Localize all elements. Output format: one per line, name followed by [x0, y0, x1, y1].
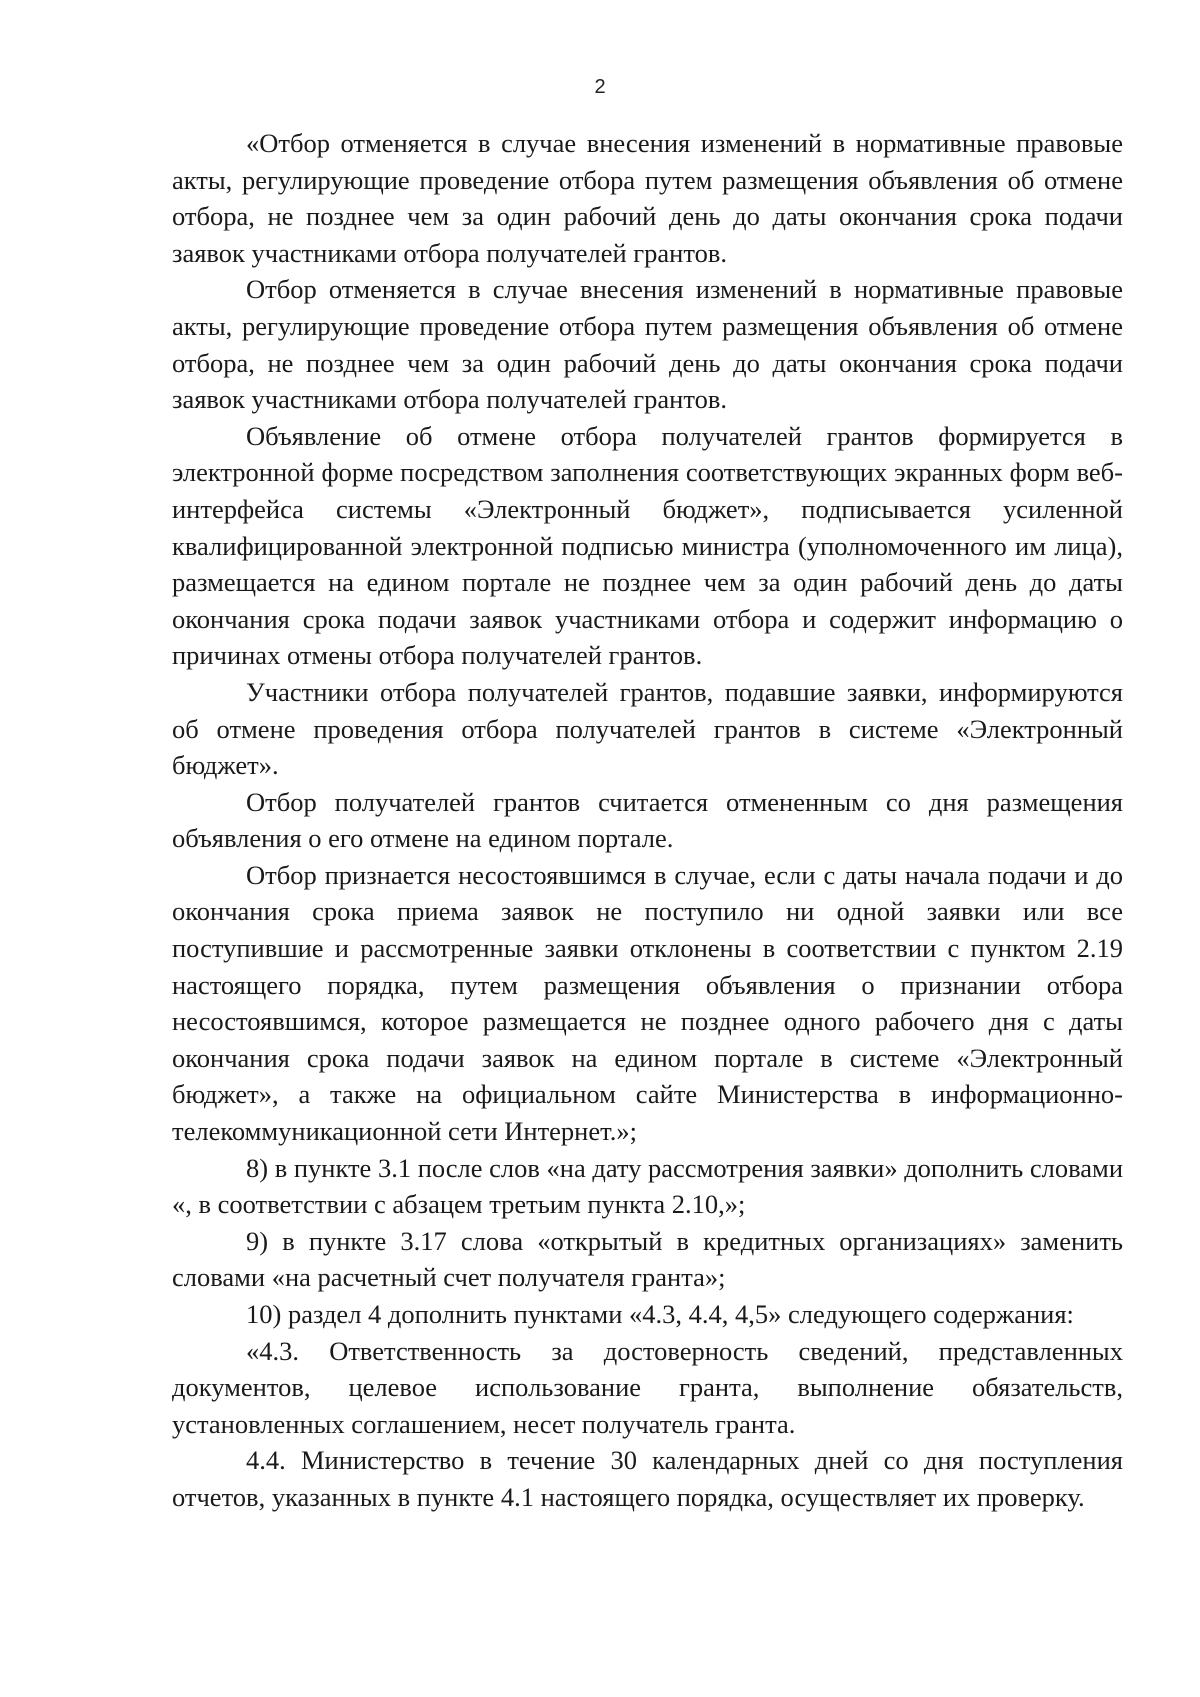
- paragraph: 9) в пункте 3.17 слова «открытый в кредитных организациях» заменить словами «на расчетный счет получателя гранта»;: [172, 1225, 1123, 1293]
- paragraph: Отбор получателей грантов считается отмененным со дня размещения объявления о его отмене на едином портале.: [172, 786, 1123, 854]
- paragraph: Отбор отменяется в случае внесения изменений в нормативные правовые акты, регулирующие проведение отбора путем размещения объявления об отмене отбора, не позднее чем за один рабочий день до даты окончания срока подачи заявок участниками отбора получателей грантов.: [172, 274, 1123, 415]
- page-number: 2: [594, 76, 606, 98]
- paragraph: Участники отбора получателей грантов, подавшие заявки, информируются об отмене проведения отбора получателей грантов в системе «Электронный бюджет».: [172, 676, 1123, 781]
- paragraph: 4.4. Министерство в течение 30 календарных дней со дня поступления отчетов, указанных в пункте 4.1 настоящего порядка, осуществляет их проверку.: [172, 1445, 1123, 1512]
- paragraph: 8) в пункте 3.1 после слов «на дату рассмотрения заявки» дополнить словами «, в соответствии с абзацем третьим пункта 2.10,»;: [172, 1152, 1123, 1220]
- paragraph: 10) раздел 4 дополнить пунктами «4.3, 4.4, 4,5» следующего содержания:: [246, 1299, 1074, 1329]
- paragraph: Объявление об отмене отбора получателей грантов формируется в электронной форме посредством заполнения соответствующих экранных форм веб-интерфейса системы «Электронный бюджет», подписывается усиленной квалифицированной электронной подписью министра (уполномоченного им лица), размещается на едином портале не позднее чем за один рабочий день до даты окончания срока подачи заявок участниками отбора и содержит информацию о причинах отмены отбора получателей грантов.: [172, 420, 1123, 671]
- paragraph: Отбор признается несостоявшимся в случае, если с даты начала подачи и до окончания срока приема заявок не поступило ни одной заявки или все поступившие и рассмотренные заявки отклонены в соответствии с пунктом 2.19 настоящего порядка, путем размещения объявления о признании отбора несостоявшимся, которое размещается не позднее одного рабочего дня с даты окончания срока подачи заявок на едином портале в системе «Электронный бюджет», а также на официальном сайте Министерства в информационно-телекоммуникационной сети Интернет.»;: [172, 859, 1123, 1147]
- paragraph: «Отбор отменяется в случае внесения изменений в нормативные правовые акты, регулирующие проведение отбора путем размещения объявления об отмене отбора, не позднее чем за один рабочий день до даты окончания срока подачи заявок участниками отбора получателей грантов.: [172, 128, 1123, 268]
- document-body: [172, 125, 1123, 1516]
- paragraph: «4.3. Ответственность за достоверность сведений, представленных документов, целевое использование гранта, выполнение обязательств, установленных соглашением, несет получатель гранта.: [172, 1335, 1123, 1439]
